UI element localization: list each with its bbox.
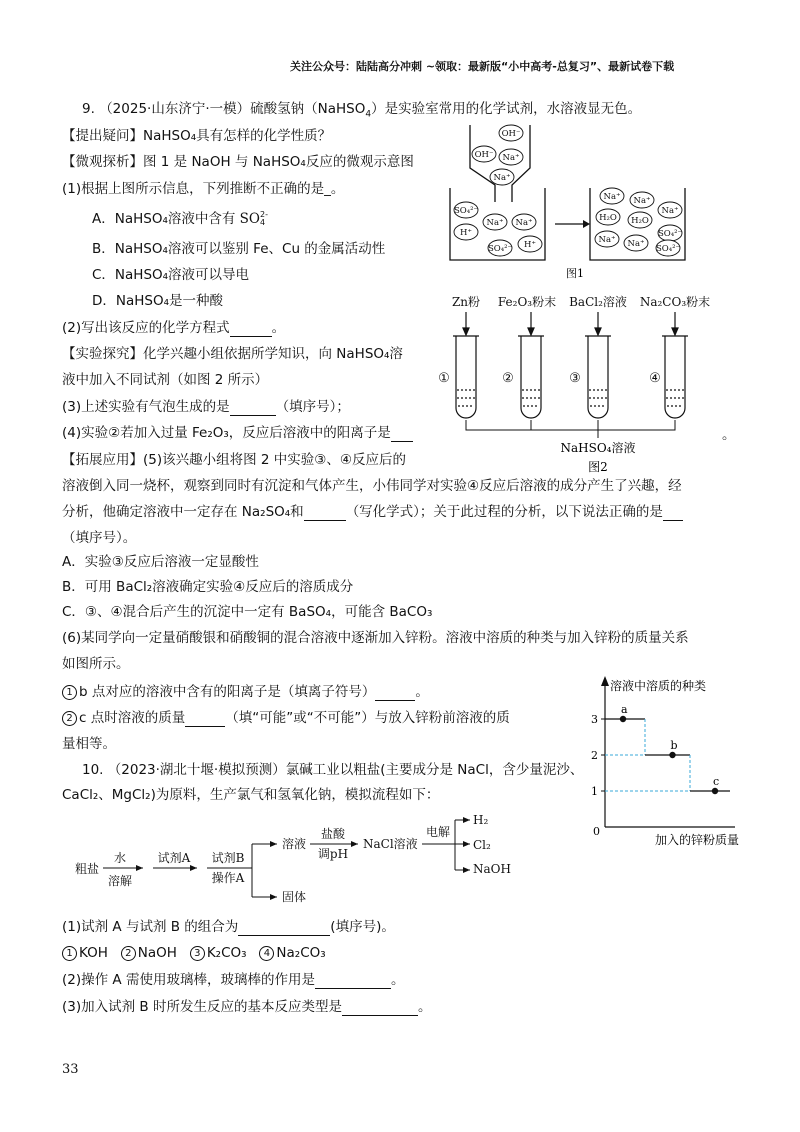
x-axis-label: 加入的锌粉质量 — [655, 833, 740, 847]
option-na2co3: Na₂CO₃ — [276, 945, 326, 961]
figure-2 — [430, 290, 750, 475]
funnel-ion-label: OH⁻ — [474, 150, 494, 160]
reagent-bacl2: BaCl₂溶液 — [569, 295, 627, 309]
right-beaker-ion-label: Na⁺ — [627, 239, 645, 249]
page-header: 关注公众号：陆陆高分冲刺 ~领取：最新版“小中高考-总复习”、最新试卷下载 — [290, 60, 675, 73]
q9-part5-b: B．可用 BaCl₂溶液确定实验④反应后的溶质成分 — [62, 579, 354, 595]
right-beaker-ion-label: Na⁺ — [598, 235, 616, 245]
label-4: ④ — [649, 371, 661, 386]
reagent-na2co3: Na₂CO₃粉末 — [639, 295, 711, 309]
q9-part4: (4)实验②若加入过量 Fe₂O₃，反应后溶液中的阳离子是 — [62, 424, 413, 442]
q9-option-a: A．NaHSO₄溶液中含有 SO 2- 4 — [92, 210, 268, 227]
droplet-arrowhead — [672, 328, 678, 335]
left-beaker-ion-label: SO₄²⁻ — [487, 244, 513, 254]
right-beaker-ion-label: H₂O — [631, 216, 649, 226]
point-label-c: c — [713, 775, 720, 788]
q9-part2: (2)写出该反应的化学方程式 。 — [62, 320, 286, 336]
solution-label: NaHSO₄溶液 — [560, 441, 636, 455]
q9-part1: (1)根据上图所示信息，下列推断不正确的是_。 — [62, 181, 345, 197]
y-axis-label: 溶液中溶质的种类 — [610, 679, 707, 693]
y-tick-label: 2 — [591, 749, 598, 762]
q9-part3: (3)上述实验有气泡生成的是 （填序号）； — [62, 399, 350, 415]
reagent-fe2o3: Fe₂O₃粉末 — [497, 295, 557, 309]
page-number: 33 — [62, 1062, 79, 1077]
y-tick-label: 3 — [591, 713, 598, 726]
q9-option-c: C．NaHSO₄溶液可以导电 — [92, 267, 250, 283]
flow-start: 粗盐 — [75, 862, 100, 876]
figure-2-caption: 图2 — [588, 460, 608, 474]
droplet-arrowhead — [528, 328, 534, 335]
point-c — [712, 788, 718, 794]
q9-part4-end: 。 — [722, 427, 736, 443]
option-naoh: NaOH — [137, 945, 177, 961]
y-tick-label: 1 — [591, 785, 598, 798]
answer-blank[interactable] — [315, 974, 391, 989]
q10-part1: (1)试剂 A 与试剂 B 的组合为 (填序号)。 — [62, 919, 395, 935]
q9-part5-a: A．实验③反应后溶液一定显酸性 — [62, 554, 259, 570]
reaction-arrowhead — [583, 220, 590, 228]
left-beaker-ion-label: H⁺ — [524, 240, 536, 250]
flow-nacl: NaCl溶液 — [363, 837, 418, 851]
funnel-ion-label: Na⁺ — [493, 173, 511, 183]
option-koh: KOH — [79, 945, 108, 961]
q9-question: 【提出疑问】NaHSO₄具有怎样的化学性质？ — [62, 128, 332, 144]
flow-electrolysis: 电解 — [425, 825, 451, 839]
q9-part6-sub1: 1 b 点对应的溶液中含有的阳离子是（填离子符号） 。 — [62, 683, 429, 701]
figure-1 — [440, 120, 740, 285]
left-beaker-ion-label: Na⁺ — [486, 218, 504, 228]
flow-naoh: NaOH — [473, 862, 511, 876]
figure-1-caption: 图1 — [566, 267, 584, 280]
q9-ext: 【拓展应用】(5)该兴趣小组将图 2 中实验③、④反应后的 — [62, 452, 406, 468]
flow-operation-a: 操作A — [211, 871, 245, 885]
left-beaker-ion-label: H⁺ — [460, 228, 472, 238]
q9-part6-line2: 如图所示。 — [62, 656, 130, 672]
label-2: ② — [502, 371, 514, 386]
q9-exp2: 液中加入不同试剂（如图 2 所示） — [62, 372, 269, 388]
answer-blank[interactable] — [663, 506, 683, 521]
answer-blank[interactable] — [391, 427, 413, 442]
droplet-arrowhead — [463, 328, 469, 335]
right-beaker-ion-label: H₂O — [599, 213, 617, 223]
q10-line2: CaCl₂、MgCl₂)为原料，生产氯气和氢氧化钠，模拟流程如下： — [62, 787, 440, 803]
process-flowchart — [70, 800, 530, 910]
answer-blank[interactable] — [230, 401, 276, 416]
q9-part5-c: C．③、④混合后产生的沉淀中一定有 BaSO₄，可能含 BaCO₃ — [62, 604, 433, 620]
label-1: ① — [438, 371, 450, 386]
q10-part3: (3)加入试剂 B 时所发生反应的基本反应类型是 。 — [62, 999, 432, 1015]
right-beaker-ion-label: Na⁺ — [633, 196, 651, 206]
flow-solution: 溶液 — [282, 837, 307, 851]
right-beaker-ion-label: SO₄²⁻ — [657, 229, 683, 239]
flow-solid: 固体 — [282, 890, 307, 904]
droplet-arrowhead — [595, 328, 601, 335]
q9-source: （2025·山东济宁·一模） — [99, 101, 251, 117]
q9-option-b: B．NaHSO₄溶液可以鉴别 Fe、Cu 的金属活动性 — [92, 241, 386, 257]
funnel-ion-label: Na⁺ — [502, 153, 520, 163]
solute-chart — [575, 672, 775, 852]
q9-part6-line1: (6)某同学向一定量硝酸银和硝酸铜的混合溶液中逐渐加入锌粉。溶液中溶质的种类与加入锌粉的质量关系 — [62, 630, 689, 646]
q9-number: 9. — [82, 101, 95, 117]
answer-blank[interactable] — [185, 712, 225, 727]
reagent-zn: Zn粉 — [451, 295, 481, 309]
flow-h2: H₂ — [473, 813, 489, 827]
option-k2co3: K₂CO₃ — [206, 945, 247, 961]
flow-cl2: Cl₂ — [473, 838, 491, 852]
connector-lines — [466, 420, 675, 438]
right-beaker-ion-label: SO₄²⁻ — [655, 244, 681, 254]
q10-options: 1 KOH 2 NaOH 3 K₂CO₃ 4 Na₂CO₃ — [62, 944, 326, 962]
answer-blank[interactable] — [342, 1001, 418, 1016]
flow-reagent-a: 试剂A — [157, 851, 191, 865]
answer-blank[interactable] — [304, 506, 346, 521]
label-3: ③ — [569, 371, 581, 386]
q9-exp1: 【实验探究】化学兴趣小组依据所学知识，向 NaHSO₄溶 — [62, 346, 403, 362]
flow-water: 水 — [113, 851, 127, 865]
q9-part6-sub2: 2 c 点时溶液的质量 （填“可能”或“不可能”）与放入锌粉前溶液的质 — [62, 709, 510, 727]
funnel-ion-label: OH⁻ — [501, 129, 521, 139]
q9-micro: 【微观探析】图 1 是 NaOH 与 NaHSO₄反应的微观示意图 — [62, 154, 414, 170]
point-label-b: b — [670, 739, 678, 752]
q9-part5-line3: 分析，他确定溶液中一定存在 Na₂SO₄和 （写化学式）；关于此过程的分析，以下说法正确的是 — [62, 503, 683, 521]
q10-line1: 10. （2023·湖北十堰·模拟预测）氯碱工业以粗盐(主要成分是 NaCl，含少量泥沙、 — [82, 762, 584, 778]
left-beaker-ion-label: Na⁺ — [515, 218, 533, 228]
y-axis-arrow — [601, 676, 609, 686]
q10-number: 10. — [82, 762, 104, 778]
q10-part2: (2)操作 A 需使用玻璃棒，玻璃棒的作用是 。 — [62, 972, 405, 988]
flow-reagent-b: 试剂B — [211, 851, 245, 865]
answer-blank[interactable] — [375, 686, 415, 701]
point-b — [669, 752, 675, 758]
origin-label: 0 — [593, 825, 600, 838]
q9-part6-sub2-end: 量相等。 — [62, 736, 116, 752]
q9-part5-line4: （填序号）。 — [62, 530, 137, 546]
q9-option-d: D．NaHSO₄是一种酸 — [92, 293, 224, 309]
flow-hcl: 盐酸 — [320, 827, 346, 841]
right-beaker-ion-label: Na⁺ — [603, 192, 621, 202]
flow-dissolve: 溶解 — [107, 874, 133, 888]
right-beaker-ion-label: Na⁺ — [661, 206, 679, 216]
q9-part5-line2: 溶液倒入同一烧杯，观察到同时有沉淀和气体产生，小伟同学对实验④反应后溶液的成分产生了兴趣，经 — [62, 478, 682, 494]
answer-blank[interactable] — [230, 322, 272, 337]
funnel-left-wall — [470, 125, 495, 202]
q9-intro: 9. （2025·山东济宁·一模）硫酸氢钠（NaHSO$_4$）是实验室常用的化学试剂，水溶液显无色。 — [82, 101, 642, 120]
point-label-a: a — [621, 703, 628, 716]
answer-blank[interactable] — [238, 921, 330, 936]
point-a — [620, 716, 626, 722]
left-beaker-ion-label: SO₄²⁻ — [453, 206, 479, 216]
flow-ph: 调pH — [317, 847, 349, 861]
